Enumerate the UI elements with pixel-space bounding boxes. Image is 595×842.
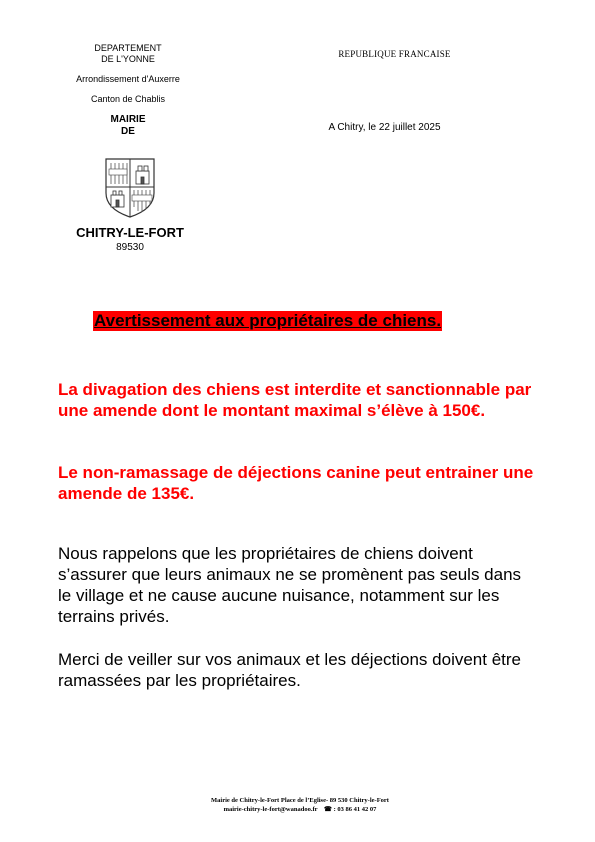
republic-heading: REPUBLIQUE FRANCAISE: [338, 49, 451, 59]
mairie-line1: MAIRIE: [110, 114, 146, 125]
postal-code: 89530: [116, 242, 144, 253]
footer: [120, 796, 480, 814]
header-left: [58, 43, 198, 138]
footer-contact: [120, 805, 480, 814]
footer-phone: : 03 86 41 42 07: [333, 806, 377, 813]
footer-email: mairie-chitry-le-fort@wanadoo.fr: [223, 806, 318, 813]
date-line: A Chitry, le 22 juillet 2025: [328, 122, 441, 133]
notice-title: Avertissement aux propriétaires de chiens.: [94, 311, 442, 330]
coat-of-arms-icon: [103, 157, 157, 219]
canton: Canton de Chablis: [90, 94, 166, 104]
department-line1: DEPARTEMENT: [94, 43, 162, 53]
thanks-paragraph: Merci de veiller sur vos animaux et les déjections doivent être ramassées par les propriétaires.: [58, 650, 521, 690]
reminder-paragraph: Nous rappelons que les propriétaires de chiens doivent s’assurer que leurs animaux ne se promènent pas seuls dans le village et ne cause aucune nuisance, notamment sur les terrains privés.: [58, 544, 522, 626]
commune-name: CHITRY-LE-FORT: [76, 225, 184, 240]
footer-address: Mairie de Chitry-le-Fort Place de l’Eglise- 89 530 Chitry-le-Fort: [211, 797, 389, 804]
mairie-line2: DE: [121, 126, 135, 137]
department-line2: DE L'YONNE: [101, 54, 155, 64]
warning-divagation: La divagation des chiens est interdite et sanctionnable par une amende dont le montant maximal s’élève à 150€.: [58, 380, 532, 420]
warning-dejections: Le non-ramassage de déjections canine peut entrainer une amende de 135€.: [58, 463, 534, 503]
arrondissement: Arrondissement d'Auxerre: [76, 74, 180, 84]
phone-icon: ☎: [323, 806, 332, 813]
